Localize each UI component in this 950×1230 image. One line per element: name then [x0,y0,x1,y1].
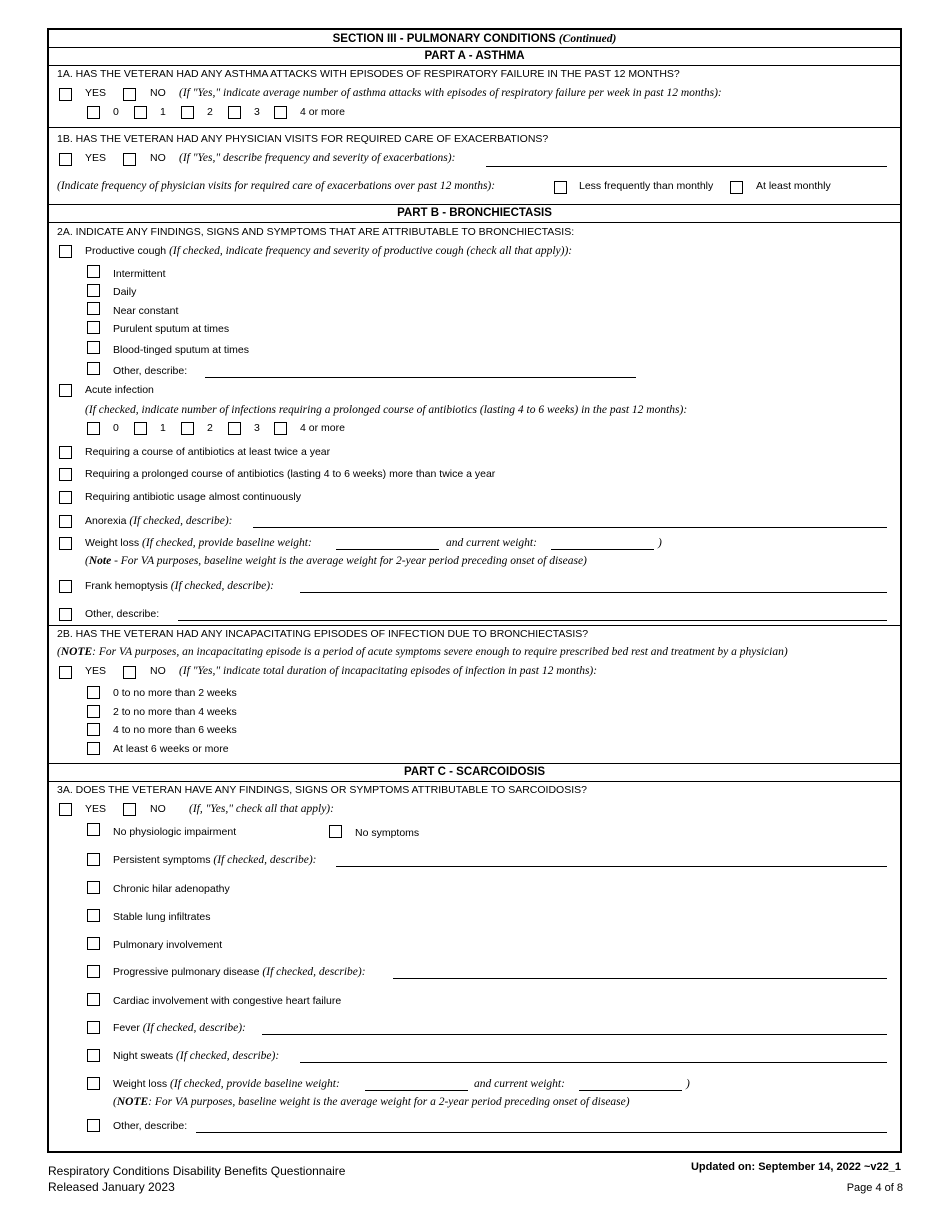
footer-released: Released January 2023 [48,1180,175,1194]
q2b-hint: (If "Yes," indicate total duration of incapacitating episodes of infection in past 12 months): [179,665,598,677]
cough-near-constant-checkbox[interactable] [87,302,100,315]
current-weight-line[interactable] [551,549,654,550]
cough-daily-checkbox[interactable] [87,284,100,297]
productive-cough-checkbox[interactable] [59,245,72,258]
sarcoid-weight-note: (NOTE: For VA purposes, baseline weight is the average weight for a 2-year period preceding onset of disease) [113,1096,630,1108]
weight-loss-label: Weight loss (If checked, provide baseline weight: [85,537,312,549]
form-frame [47,28,902,1153]
q1a-option-1-label: 1 [160,106,166,118]
duration-6-plus-checkbox[interactable] [87,742,100,755]
at-least-monthly-checkbox[interactable] [730,181,743,194]
q1a-option-2-label: 2 [207,106,213,118]
weight-loss-checkbox[interactable] [59,537,72,550]
part-a-header: PART A - ASTHMA [424,50,525,62]
less-than-monthly-checkbox[interactable] [554,181,567,194]
other-2a-checkbox[interactable] [59,608,72,621]
q2b-note: (NOTE: For VA purposes, an incapacitating episode is a period of acute symptoms severe enough to require prescribed bed rest and treatment by a physician) [57,646,788,658]
infection-option-4-label: 4 or more [300,422,345,434]
prolonged-twice-label: Requiring a prolonged course of antibiotics (lasting 4 to 6 weeks) more than twice a year [85,468,496,480]
q1a-no-checkbox[interactable] [123,88,136,101]
cough-other-label: Other, describe: [113,365,188,377]
q1a-option-4-checkbox[interactable] [274,106,287,119]
hilar-adenopathy-label: Chronic hilar adenopathy [113,883,230,895]
current-weight-label: and current weight: [446,537,537,549]
q1a-no-label: NO [150,87,166,99]
cardiac-involvement-label: Cardiac involvement with congestive heart failure [113,995,342,1007]
infection-option-1-checkbox[interactable] [134,422,147,435]
q1a-option-3-label: 3 [254,106,260,118]
persistent-symptoms-checkbox[interactable] [87,853,100,866]
question-1b: 1B. HAS THE VETERAN HAD ANY PHYSICIAN VISITS FOR REQUIRED CARE OF EXACERBATIONS? [57,133,549,145]
footer-updated: Updated on: September 14, 2022 ~v22_1 [690,1161,901,1173]
q3a-no-label: NO [150,803,166,815]
pulmonary-involvement-checkbox[interactable] [87,937,100,950]
footer-form-name: Respiratory Conditions Disability Benefits Questionnaire [48,1164,346,1178]
q1b-no-checkbox[interactable] [123,153,136,166]
cardiac-involvement-checkbox[interactable] [87,993,100,1006]
no-symptoms-label: No symptoms [355,827,420,839]
sarcoid-weight-close-paren: ) [686,1078,690,1090]
q2b-yes-checkbox[interactable] [59,666,72,679]
infection-option-1-label: 1 [160,422,166,434]
infection-option-0-checkbox[interactable] [87,422,100,435]
q1a-yes-checkbox[interactable] [59,88,72,101]
sarcoid-current-weight-label: and current weight: [474,1078,565,1090]
cough-other-checkbox[interactable] [87,362,100,375]
pulmonary-involvement-label: Pulmonary involvement [113,939,223,951]
footer-page-number: Page 4 of 8 [846,1182,903,1194]
q3a-hint: (If, "Yes," check all that apply): [189,803,334,815]
cough-blood-tinged-checkbox[interactable] [87,341,100,354]
antibiotics-continuous-label: Requiring antibiotic usage almost continuously [85,491,301,503]
weight-note: (Note - For VA purposes, baseline weight is the average weight for 2-year period preceding onset of disease) [85,555,587,567]
anorexia-label: Anorexia (If checked, describe): [85,515,233,527]
cough-daily-label: Daily [113,286,137,298]
cough-near-constant-label: Near constant [113,305,179,317]
duration-6-plus-label: At least 6 weeks or more [113,743,229,755]
question-2b: 2B. HAS THE VETERAN HAD ANY INCAPACITATING EPISODES OF INFECTION DUE TO BRONCHIECTASIS? [57,628,589,640]
fever-label: Fever (If checked, describe): [113,1022,246,1034]
antibiotics-continuous-checkbox[interactable] [59,491,72,504]
q1a-option-1-checkbox[interactable] [134,106,147,119]
weight-close-paren: ) [658,537,662,549]
q3a-no-checkbox[interactable] [123,803,136,816]
infection-option-3-checkbox[interactable] [228,422,241,435]
hilar-adenopathy-checkbox[interactable] [87,881,100,894]
fever-checkbox[interactable] [87,1021,100,1034]
lung-infiltrates-checkbox[interactable] [87,909,100,922]
prolonged-twice-checkbox[interactable] [59,468,72,481]
cough-blood-tinged-label: Blood-tinged sputum at times [113,344,249,356]
question-1a: 1A. HAS THE VETERAN HAD ANY ASTHMA ATTACKS WITH EPISODES OF RESPIRATORY FAILURE IN THE PAST 12 MONTHS? [57,68,680,80]
baseline-weight-line[interactable] [336,549,439,550]
persistent-symptoms-label: Persistent symptoms (If checked, describe): [113,854,317,866]
sarcoid-weight-loss-label: Weight loss (If checked, provide baseline weight: [113,1078,340,1090]
cough-purulent-label: Purulent sputum at times [113,323,230,335]
infection-option-2-label: 2 [207,422,213,434]
duration-0-2-label: 0 to no more than 2 weeks [113,687,237,699]
q2b-yes-label: YES [85,665,107,677]
anorexia-checkbox[interactable] [59,515,72,528]
sarcoid-other-label: Other, describe: [113,1120,188,1132]
night-sweats-checkbox[interactable] [87,1049,100,1062]
duration-0-2-checkbox[interactable] [87,686,100,699]
anorexia-describe-line[interactable] [253,527,887,528]
q1a-option-4-label: 4 or more [300,106,345,118]
q1a-yes-label: YES [85,87,107,99]
q2b-no-label: NO [150,665,166,677]
q1b-no-label: NO [150,152,166,164]
q3a-yes-checkbox[interactable] [59,803,72,816]
progressive-disease-checkbox[interactable] [87,965,100,978]
at-least-monthly-label: At least monthly [756,180,831,192]
infection-option-0-label: 0 [113,422,119,434]
q1b-frequency-hint: (Indicate frequency of physician visits for required care of exacerbations over past 12 months): [57,180,496,192]
no-impairment-checkbox[interactable] [87,823,100,836]
hemoptysis-label: Frank hemoptysis (If checked, describe): [85,580,274,592]
duration-2-4-checkbox[interactable] [87,705,100,718]
duration-2-4-label: 2 to no more than 4 weeks [113,706,237,718]
q1a-option-3-checkbox[interactable] [228,106,241,119]
part-b-header: PART B - BRONCHIECTASIS [397,207,552,219]
cough-other-line[interactable] [205,377,636,378]
q3a-yes-label: YES [85,803,107,815]
night-sweats-label: Night sweats (If checked, describe): [113,1050,280,1062]
antibiotics-twice-label: Requiring a course of antibiotics at least twice a year [85,446,331,458]
question-3a: 3A. DOES THE VETERAN HAVE ANY FINDINGS, SIGNS OR SYMPTOMS ATTRIBUTABLE TO SARCOIDOSIS? [57,784,587,796]
progressive-describe-line[interactable] [393,978,887,979]
sarcoid-baseline-weight-line[interactable] [365,1090,468,1091]
cough-purulent-checkbox[interactable] [87,321,100,334]
acute-infection-label: Acute infection [85,384,154,396]
fever-describe-line[interactable] [262,1034,887,1035]
sarcoid-other-line[interactable] [196,1132,887,1133]
q1a-option-0-checkbox[interactable] [87,106,100,119]
q2b-no-checkbox[interactable] [123,666,136,679]
sarcoid-current-weight-line[interactable] [579,1090,682,1091]
hemoptysis-checkbox[interactable] [59,580,72,593]
infection-option-2-checkbox[interactable] [181,422,194,435]
sarcoid-other-checkbox[interactable] [87,1119,100,1132]
less-than-monthly-label: Less frequently than monthly [579,180,714,192]
night-sweats-describe-line[interactable] [300,1062,887,1063]
q1a-option-2-checkbox[interactable] [181,106,194,119]
other-2a-label: Other, describe: [85,608,160,620]
q1b-yes-label: YES [85,152,107,164]
antibiotics-twice-checkbox[interactable] [59,446,72,459]
infection-option-3-label: 3 [254,422,260,434]
progressive-disease-label: Progressive pulmonary disease (If checked, describe): [113,966,366,978]
infection-option-4-checkbox[interactable] [274,422,287,435]
no-symptoms-checkbox[interactable] [329,825,342,838]
section-title: SECTION III - PULMONARY CONDITIONS (Continued) [332,33,617,45]
duration-4-6-label: 4 to no more than 6 weeks [113,724,237,736]
sarcoid-weight-loss-checkbox[interactable] [87,1077,100,1090]
acute-infection-hint: (If checked, indicate number of infections requiring a prolonged course of antibiotics (lasting 4 to 6 weeks) in the past 12 months): [85,404,688,416]
part-c-header: PART C - SCARCOIDOSIS [404,766,545,778]
other-2a-line[interactable] [178,620,887,621]
productive-cough-label: Productive cough (If checked, indicate frequency and severity of productive cough (check all that apply)): [85,245,573,257]
no-impairment-label: No physiologic impairment [113,826,237,838]
duration-4-6-checkbox[interactable] [87,723,100,736]
cough-intermittent-checkbox[interactable] [87,265,100,278]
hemoptysis-describe-line[interactable] [300,592,887,593]
acute-infection-checkbox[interactable] [59,384,72,397]
lung-infiltrates-label: Stable lung infiltrates [113,911,211,923]
q1a-hint: (If "Yes," indicate average number of asthma attacks with episodes of respiratory failure per week in past 12 months): [179,87,722,99]
question-2a: 2A. INDICATE ANY FINDINGS, SIGNS AND SYMPTOMS THAT ARE ATTRIBUTABLE TO BRONCHIECTASIS: [57,226,575,238]
q1b-describe-line[interactable] [486,166,887,167]
q1a-option-0-label: 0 [113,106,119,118]
persistent-describe-line[interactable] [336,866,887,867]
q1b-yes-checkbox[interactable] [59,153,72,166]
q1b-hint: (If "Yes," describe frequency and severity of exacerbations): [179,152,456,164]
cough-intermittent-label: Intermittent [113,268,166,280]
